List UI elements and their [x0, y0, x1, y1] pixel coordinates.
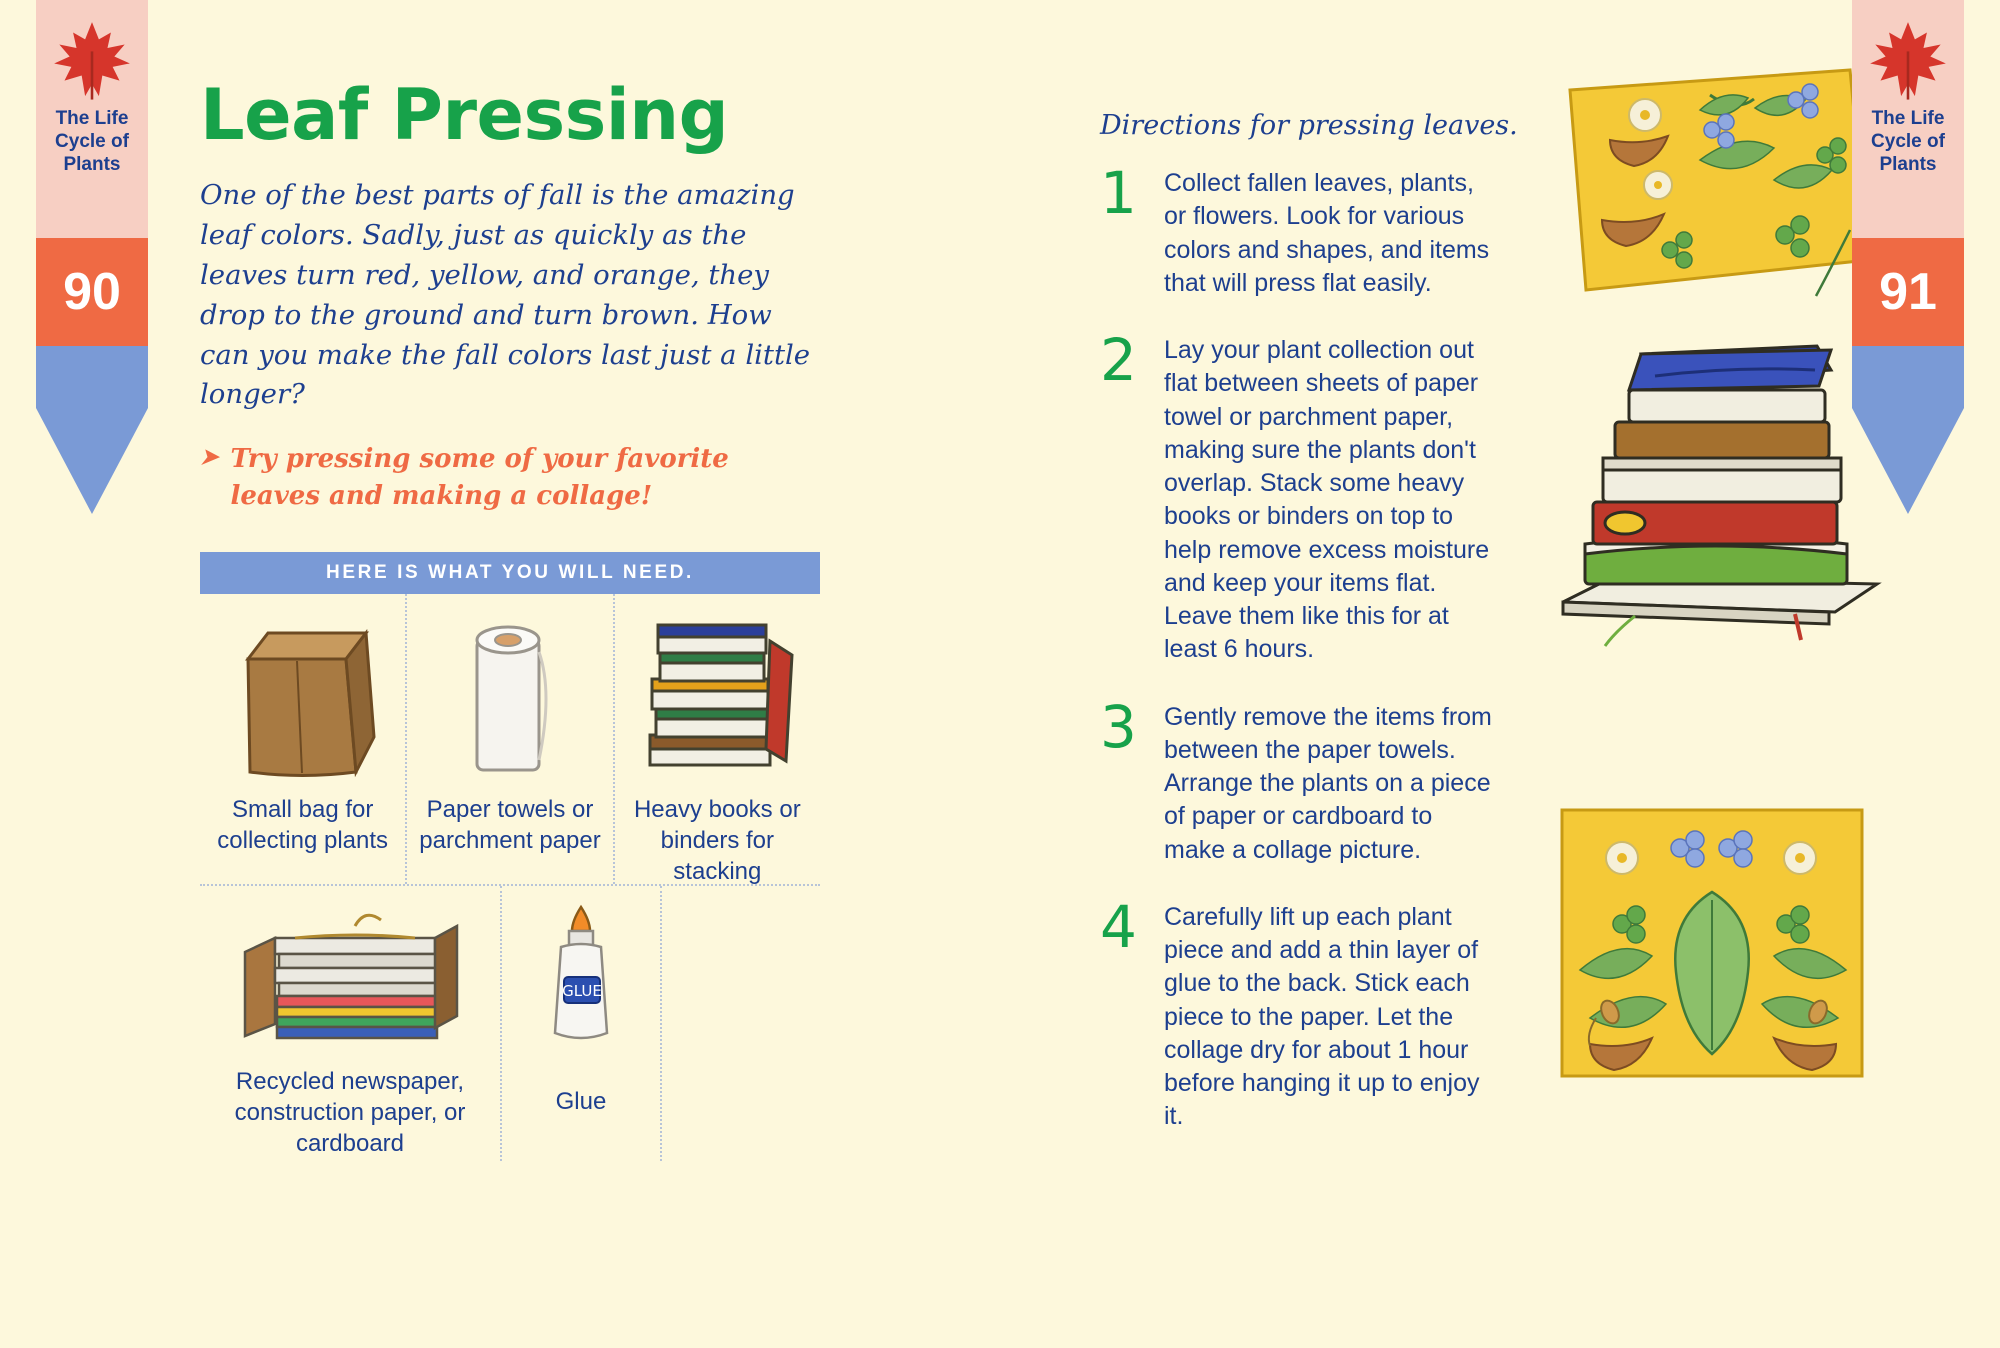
page-number: 91: [1852, 238, 1964, 346]
step-number: 2: [1100, 326, 1137, 394]
step-text: Carefully lift up each plant piece and add a thin layer of glue to the back. Stick each piece to the paper. Let the collage dry for about 1 hour before hanging it up to enjoy it.: [1164, 902, 1480, 1131]
intro-paragraph: One of the best parts of fall is the amazing leaf colors. Sadly, just as quickly as the leaves turn red, yellow, and orange, they drop to the ground and turn brown. How can you make the fall colors last just a little longer?: [200, 179, 811, 411]
directions-header: Directions for pressing leaves.: [1100, 110, 1518, 141]
material-item: [502, 886, 662, 1161]
book-stack-icon: [630, 612, 805, 782]
steps-list: [1100, 159, 1500, 1134]
step-text: Lay your plant collection out flat between sheets of paper towel or parchment paper, making sure the plants don't overlap. Stack some heavy books or binders on top to help remove excess moisture and keep your items flat. Leave them like this for at least 6 hours.: [1164, 336, 1490, 664]
svg-text:GLUE: GLUE: [562, 982, 602, 1001]
material-item: [615, 594, 820, 884]
stacked-books-illustration: [1545, 330, 1895, 654]
materials-header: HERE IS WHAT YOU WILL NEED.: [200, 552, 820, 594]
step-number: 3: [1100, 692, 1137, 761]
step-text: Collect fallen leaves, plants, or flowers. Look for various colors and shapes, and items that will press flat easily.: [1164, 169, 1490, 297]
page-number: 90: [36, 238, 148, 346]
newspaper-stack-icon: [235, 904, 465, 1054]
tab-title-line: The Life: [55, 108, 129, 129]
tab-title-line: Cycle of: [1871, 130, 1945, 152]
maple-leaf-icon: [1865, 14, 1951, 106]
tab-header: [1852, 0, 1964, 238]
material-item: [200, 886, 502, 1161]
material-item-empty: [662, 886, 820, 1161]
paper-bag-icon: [228, 612, 378, 782]
step-item: [1100, 159, 1500, 300]
material-caption: Heavy books or binders for stacking: [633, 796, 801, 886]
arrow-icon: ➤: [200, 444, 219, 471]
material-item: [200, 594, 407, 884]
step-item: [1100, 892, 1500, 1134]
tab-title: [55, 108, 129, 176]
tab-title-line: Plants: [63, 153, 121, 175]
prompt-callout: [200, 441, 800, 514]
step-text: Gently remove the items from between the paper towels. Arrange the plants on a piece of paper or cardboard to make a collage picture.: [1164, 702, 1492, 864]
tab-title-line: The Life: [1871, 108, 1945, 129]
tab-header: [36, 0, 148, 238]
material-caption: Small bag for collecting plants: [217, 796, 389, 855]
pressed-leaf-collage-illustration: [1550, 800, 1880, 1094]
maple-leaf-icon: [49, 14, 135, 106]
page-title: Leaf Pressing: [200, 74, 729, 156]
left-page-tab: [36, 0, 148, 514]
tab-point: [36, 408, 148, 514]
glue-bottle-icon: [531, 904, 631, 1074]
tab-title-line: Cycle of: [55, 130, 129, 152]
materials-row: [200, 594, 820, 886]
materials-grid: [200, 594, 820, 1161]
material-caption: Recycled newspaper, construction paper, or cardboard: [234, 1068, 466, 1158]
tab-title-line: Plants: [1879, 153, 1937, 175]
tab-blue-band: [1852, 346, 1964, 408]
material-caption: Paper towels or parchment paper: [419, 796, 601, 855]
material-caption: Glue: [555, 1088, 607, 1116]
tab-title: [1871, 108, 1945, 176]
materials-row: [200, 886, 820, 1161]
right-page-tab: [1852, 0, 1964, 514]
prompt-text: Try pressing some of your favorite leaves and making a collage!: [230, 444, 729, 511]
step-number: 4: [1100, 892, 1137, 961]
tab-blue-band: [36, 346, 148, 408]
step-item: [1100, 692, 1500, 867]
right-page: [1000, 0, 2000, 1348]
tab-point: [1852, 408, 1964, 514]
step-number: 1: [1100, 159, 1137, 227]
pressed-leaf-collage-tilted-illustration: [1550, 60, 1880, 314]
step-item: [1100, 326, 1500, 667]
material-item: [407, 594, 614, 884]
paper-towel-roll-icon: [455, 612, 565, 782]
